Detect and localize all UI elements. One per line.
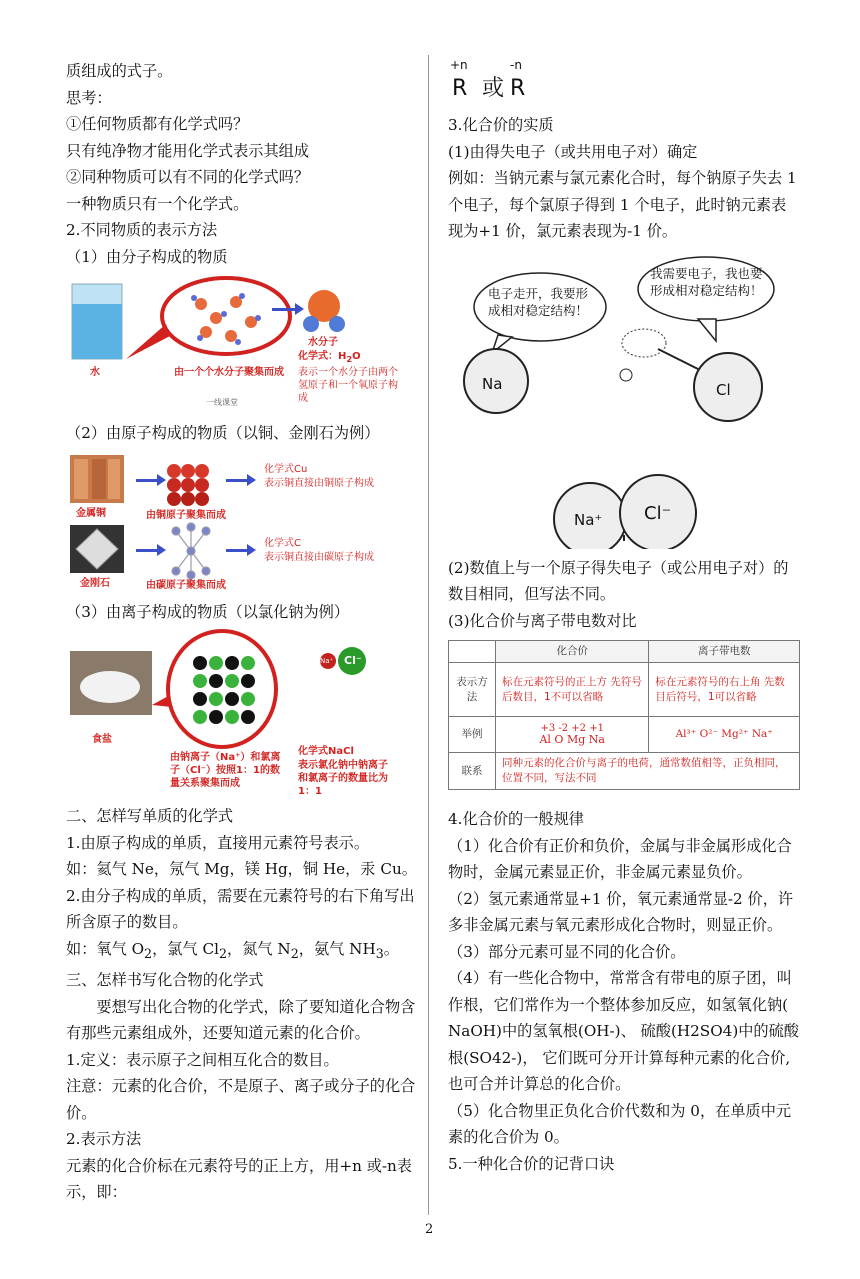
atom-substance-figure	[66, 451, 418, 593]
table-row-label: 举例	[449, 717, 496, 753]
ion-substance-figure	[66, 629, 418, 797]
copper-label: 金属铜	[76, 507, 106, 519]
text-line: 2.不同物质的表示方法	[66, 221, 218, 239]
text-line: 如：氦气 Ne，氖气 Mg，镁 Hg，铜 He，汞 Cu。	[66, 860, 417, 878]
left-column	[66, 58, 418, 1206]
diamond-desc: 表示铜直接由碳原子构成	[264, 551, 374, 563]
table-cell: 标在元素符号的正上方 先符号后数目，1不可以省略	[496, 663, 649, 717]
arrow-icon	[226, 479, 248, 482]
text-line: 3.化合价的实质	[448, 116, 554, 134]
valence-notation	[448, 58, 800, 112]
cl-atom-label: Cl	[716, 380, 731, 399]
arrow-icon	[136, 549, 158, 552]
text-line: 元素的化合价标在元素符号的正上方，用+n 或-n表示，即：	[66, 1156, 412, 1202]
table-row-label: 联系	[449, 753, 496, 790]
text-line: 5.一种化合价的记背口诀	[448, 1154, 615, 1173]
text-line: 注意：元素的化合价，不是原子、离子或分子的化合价。	[66, 1077, 416, 1122]
cl-ion-cartoon-label: Cl⁻	[644, 502, 672, 524]
valence-symbol: R	[510, 76, 526, 101]
right-column	[448, 58, 800, 1177]
arrow-icon	[136, 479, 158, 482]
copper-diamond-illustration	[66, 451, 418, 593]
text-line: 例如：当钠元素与氯元素化合时，每个钠原子失去 1 个电子，每个氯原子得到 1 个电子，此时钠元素表现为+1 价，氯元素表现为-1 价。	[448, 169, 797, 240]
water-molecule-figure	[66, 274, 418, 414]
arrow-icon	[226, 549, 248, 552]
text-line: 要想写出化合物的化学式，除了要知道化合物含有那些元素组成外，还要知道元素的化合价。	[66, 997, 416, 1043]
text-line: （1）由分子构成的物质	[66, 247, 228, 266]
text-line: 1.由原子构成的单质，直接用元素符号表示。	[66, 833, 370, 852]
electron-transfer-cartoon	[448, 249, 800, 549]
section-heading: 三、怎样书写化合物的化学式	[66, 971, 264, 990]
text-line: 质组成的式子。	[66, 62, 173, 80]
valence-symbol: R	[452, 76, 468, 101]
page-number: 2	[425, 1222, 434, 1237]
nacl-formula: 化学式NaCl	[298, 746, 354, 757]
na-atom-label: Na	[482, 374, 503, 393]
valence-neg: -n	[510, 58, 522, 72]
valence-pos: +n	[450, 58, 468, 72]
text-line: 2.由分子构成的单质，需要在元素符号的右下角写出所含原子的数目。	[66, 886, 415, 931]
text-line: (1)由得失电子（或共用电子对）确定	[448, 142, 698, 161]
diamond-label: 金刚石	[80, 577, 110, 589]
table-row-label: 表示方法	[449, 663, 496, 717]
text-line: （3）部分元素可显不同的化合价。	[448, 942, 686, 961]
nacl-desc: 表示氯化钠中钠离子和氯离子的数量比为1：1	[298, 760, 388, 797]
copper-aggregate-label: 由铜原子聚集而成	[146, 509, 226, 521]
table-header: 化合价	[496, 641, 649, 663]
formula-desc: 表示一个水分子由两个氢原子和一个氧原子构成	[298, 367, 398, 404]
text-line: （2）由原子构成的物质（以铜、金刚石为例）	[66, 424, 380, 442]
example-line: 如：氧气 $O_2$，氯气 $Cl_2$，氮气 $N_2$，氨气 $NH_3$。	[66, 939, 399, 961]
comparison-table	[448, 640, 800, 790]
text-line: ②同种物质可以有不同的化学式吗？	[66, 168, 309, 186]
text-line: ①任何物质都有化学式吗？	[66, 115, 249, 133]
table-cell: 标在元素符号的右上角 先数目后符号，1可以省略	[649, 663, 800, 717]
text-line: 1.定义：表示原子之间相互化合的数目。	[66, 1050, 339, 1069]
text-line: 2.表示方法	[66, 1130, 142, 1149]
nacl-aggregate-label: 由钠离子（Na⁺）和氯离子（Cl⁻）按照1：1的数量关系聚集而成	[170, 752, 281, 789]
copper-formula: 化学式Cu	[264, 463, 308, 475]
na-ion-cartoon-label: Na⁺	[574, 510, 603, 529]
aggregate-label: 由一个个水分子聚集而成	[174, 367, 284, 378]
watermark: 一线课堂	[206, 398, 238, 407]
text-line: 思考：	[66, 88, 112, 107]
arrow-icon	[272, 308, 296, 311]
table-cell: 同种元素的化合价与离子的电荷，通常数值相等，正负相同，位置不同，写法不同	[496, 753, 800, 790]
table-cell: +3 -2 +2 +1 Al O Mg Na	[496, 717, 649, 753]
cl-ion-label: Cl⁻	[344, 654, 362, 667]
text-line: （3）由离子构成的物质（以氯化钠为例）	[66, 602, 350, 621]
diamond-formula: 化学式C	[264, 537, 301, 549]
water-label: 水	[90, 367, 100, 378]
text-line: （5）化合物里正负化合价代数和为 0，在单质中元素的化合价为 0。	[448, 1101, 792, 1146]
na-ion-label: Na⁺	[320, 657, 334, 665]
text-line: （2）氢元素通常显+1 价，氧元素通常显-2 价，许多非金属元素与氧元素形成化合物时，则显正价。	[448, 889, 794, 934]
text-line: 4.化合价的一般规律	[448, 810, 584, 828]
text-line: (3)化合价与离子带电数对比	[448, 611, 637, 630]
formula-label: 化学式：$H_2O$	[298, 351, 361, 364]
text-line: 一种物质只有一个化学式。	[66, 194, 249, 213]
table-cell: Al³⁺ O²⁻ Mg²⁺ Na⁺	[649, 717, 800, 753]
copper-desc: 表示铜直接由铜原子构成	[264, 477, 374, 489]
text-line: （4）有一些化合物中，常常含有带电的原子团，叫作根，它们常作为一个整体参加反应，如氢氧化钠( NaOH)中的氢氧根(OH-)、 硫酸(H2SO4)中的硫酸根(SO42-)， 它们既可分开计算每种元素的化合价,也可合并计算总的化合价。	[448, 969, 799, 1093]
valence-or: 或	[482, 76, 505, 101]
molecule-label: 水分子	[308, 337, 338, 348]
table-header: 离子带电数	[649, 641, 800, 663]
salt-label: 食盐	[92, 734, 112, 745]
text-line: (2)数值上与一个原子得失电子（或公用电子对）的数目相同，但写法不同。	[448, 558, 789, 603]
speech-bubble-right: 我需要电子，我也要形成相对稳定结构！	[650, 265, 763, 298]
text-line: 只有纯净物才能用化学式表示其组成	[66, 141, 309, 160]
speech-bubble-left: 电子走开，我要形成相对稳定结构！	[488, 285, 589, 318]
diamond-aggregate-label: 由碳原子聚集而成	[146, 579, 226, 591]
column-divider	[428, 55, 429, 1215]
section-heading: 二、怎样写单质的化学式	[66, 807, 234, 825]
text-line: （1）化合价有正价和负价，金属与非金属形成化合物时，金属元素显正价，非金属元素显负价。	[448, 836, 792, 881]
